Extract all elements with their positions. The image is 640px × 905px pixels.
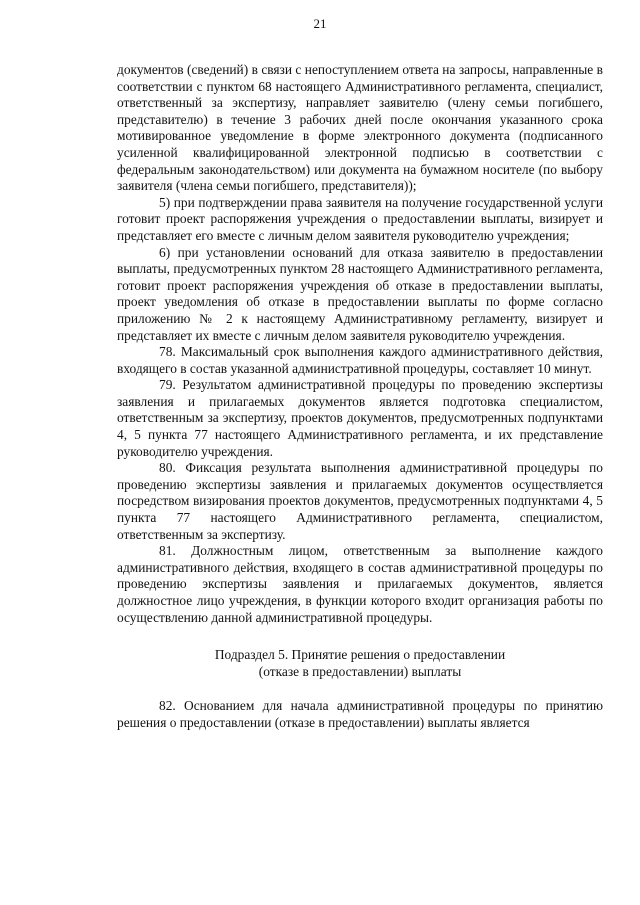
subsection-heading: [117, 646, 603, 680]
paragraph-82: 82. Основанием для начала административной процедуры по принятию решения о предоставлении (отказе в предоставлении) выплаты является: [117, 698, 603, 730]
paragraph-78: 78. Максимальный срок выполнения каждого административного действия, входящего в состав указанной административной процедуры, составляет 10 минут.: [117, 344, 603, 376]
page-number: 21: [313, 16, 327, 31]
paragraph-item-5: 5) при подтверждении права заявителя на получение государственной услуги готовит проект распоряжения учреждения о предоставлении выплаты, визирует и представляет его вместе с личным делом заявителя руководителю учреждения;: [117, 194, 603, 243]
paragraph-79: 79. Результатом административной процедуры по проведению экспертизы заявления и прилагаемых документов является подготовка специалистом, ответственным за экспертизу, проектов документов, предусмотренных подпунктами 4, 5 пункта 77 настоящего Административного регламента, и их представление руководителю учреждения.: [117, 377, 603, 459]
subsection-title-line2: (отказе в предоставлении) выплаты: [258, 664, 462, 680]
document-body: [117, 62, 603, 731]
paragraph-continuation: документов (сведений) в связи с непоступлением ответа на запросы, направленные в соответствии с пунктом 68 настоящего Административного регламента, специалист, ответственный за экспертизу, направляет заявителю (члену семьи погибшего, представителю) в течение 3 рабочих дней после окончания указанного срока мотивированное уведомление в форме электронного документа (подписанного усиленной квалифицированной электронной подписью в соответствии с федеральным законодательством) или документа на бумажном носителе (по выбору заявителя (члена семьи погибшего, представителя));: [117, 62, 603, 194]
paragraph-81: 81. Должностным лицом, ответственным за выполнение каждого административного действия, входящего в состав административной процедуры по проведению экспертизы заявления и прилагаемых документов, является должностное лицо учреждения, в функции которого входит организация работы по осуществлению данной административной процедуры.: [117, 543, 603, 625]
paragraph-item-6: 6) при установлении оснований для отказа заявителю в предоставлении выплаты, предусмотренных пунктом 28 настоящего Административного регламента, готовит проект распоряжения учреждения об отказе в предоставлении выплаты, проект уведомления об отказе в предоставлении выплаты по форме согласно приложению № 2 к настоящему Административному регламенту, визирует и представляет их вместе с личным делом заявителя руководителю учреждения.: [117, 244, 603, 343]
subsection-title-line1: Подраздел 5. Принятие решения о предоставлении: [214, 647, 506, 663]
paragraph-80: 80. Фиксация результата выполнения административной процедуры по проведению экспертизы заявления и прилагаемых документов осуществляется посредством визирования проектов документов, предусмотренных подпунктами 4, 5 пункта 77 настоящего Административного регламента, специалистом, ответственным за экспертизу.: [117, 460, 603, 542]
